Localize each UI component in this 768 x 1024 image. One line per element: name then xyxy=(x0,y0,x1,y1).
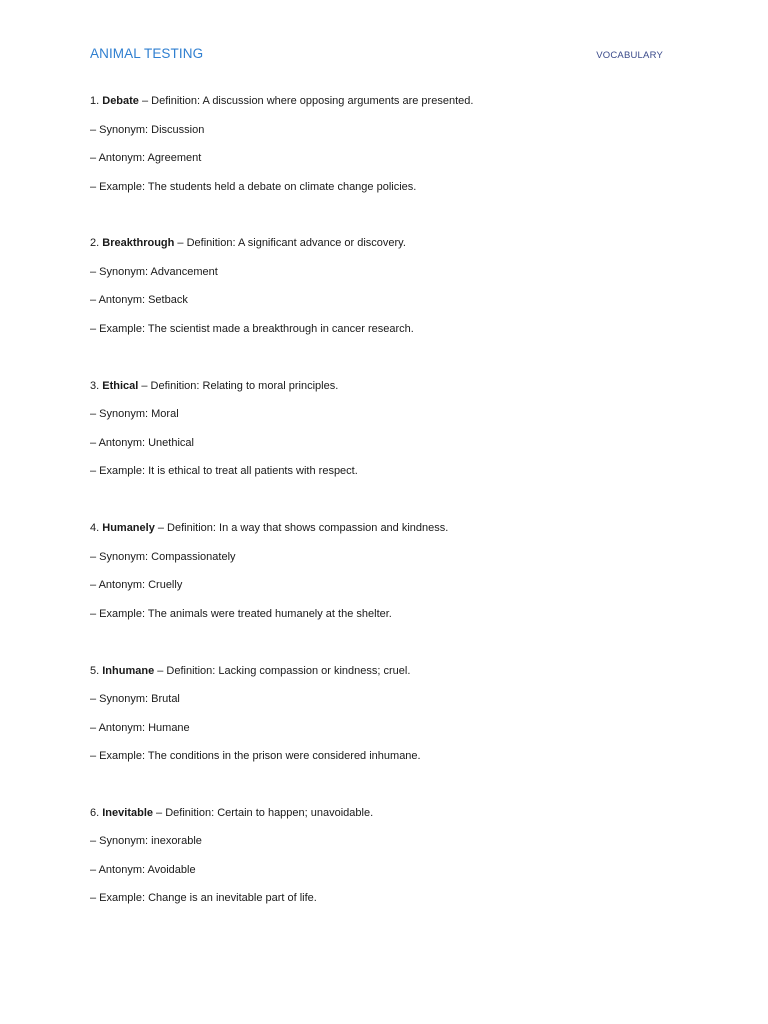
definition-line xyxy=(90,662,690,691)
vocabulary-entry xyxy=(90,234,690,376)
synonym-line: – Synonym: Advancement xyxy=(90,265,218,278)
example-line: – Example: The animals were treated humanely at the shelter. xyxy=(90,607,392,620)
definition-text: – Definition: A discussion where opposing arguments are presented. xyxy=(138,95,474,107)
example-line: – Example: Change is an inevitable part of life. xyxy=(90,892,317,905)
example-line: – Example: It is ethical to treat all patients with respect. xyxy=(90,465,358,478)
vocabulary-term: Ethical xyxy=(102,379,139,392)
definition-line xyxy=(90,804,690,833)
document-tag: VOCABULARY xyxy=(596,50,663,61)
entry-number: 3. xyxy=(90,379,100,392)
definition-text: – Definition: Certain to happen; unavoidable. xyxy=(153,806,374,819)
page-header xyxy=(90,46,665,66)
definition-text: – Definition: In a way that shows compassion and kindness. xyxy=(154,522,449,535)
antonym-line: – Antonym: Avoidable xyxy=(90,863,196,876)
definition-text: – Definition: A significant advance or discovery. xyxy=(174,237,406,250)
entry-number: 5. xyxy=(90,664,100,677)
vocabulary-term: Debate xyxy=(102,95,139,107)
vocabulary-term: Inhumane xyxy=(102,664,155,677)
entry-number: 6. xyxy=(90,806,100,819)
vocabulary-term: Breakthrough xyxy=(102,237,175,250)
antonym-line: – Antonym: Humane xyxy=(90,721,190,734)
vocabulary-entry xyxy=(90,804,690,946)
document-title: ANIMAL TESTING xyxy=(90,46,204,61)
entry-number: 2. xyxy=(90,237,100,250)
definition-line xyxy=(90,519,690,548)
example-line: – Example: The scientist made a breakthrough in cancer research. xyxy=(90,322,414,335)
vocabulary-entry xyxy=(90,662,690,804)
vocabulary-entry xyxy=(90,92,690,234)
synonym-line: – Synonym: Moral xyxy=(90,408,179,421)
example-line: – Example: The students held a debate on climate change policies. xyxy=(90,180,417,193)
synonym-line: – Synonym: Brutal xyxy=(90,693,180,706)
antonym-line: – Antonym: Setback xyxy=(90,294,188,307)
vocabulary-term: Inevitable xyxy=(102,806,153,819)
vocabulary-entry xyxy=(90,377,690,519)
definition-line xyxy=(90,92,690,121)
vocabulary-list xyxy=(90,92,690,946)
definition-text: – Definition: Relating to moral principles. xyxy=(138,379,339,392)
synonym-line: – Synonym: Discussion xyxy=(90,123,205,136)
synonym-line: – Synonym: inexorable xyxy=(90,835,202,848)
definition-line xyxy=(90,377,690,406)
definition-line xyxy=(90,234,690,263)
antonym-line: – Antonym: Unethical xyxy=(90,436,194,449)
vocabulary-entry xyxy=(90,519,690,661)
vocabulary-term: Humanely xyxy=(102,522,155,535)
example-line: – Example: The conditions in the prison were considered inhumane. xyxy=(90,750,421,763)
antonym-line: – Antonym: Agreement xyxy=(90,152,202,164)
synonym-line: – Synonym: Compassionately xyxy=(90,550,236,563)
definition-text: – Definition: Lacking compassion or kindness; cruel. xyxy=(154,664,411,677)
antonym-line: – Antonym: Cruelly xyxy=(90,579,183,592)
entry-number: 4. xyxy=(90,522,100,535)
entry-number: 1. xyxy=(90,95,100,107)
